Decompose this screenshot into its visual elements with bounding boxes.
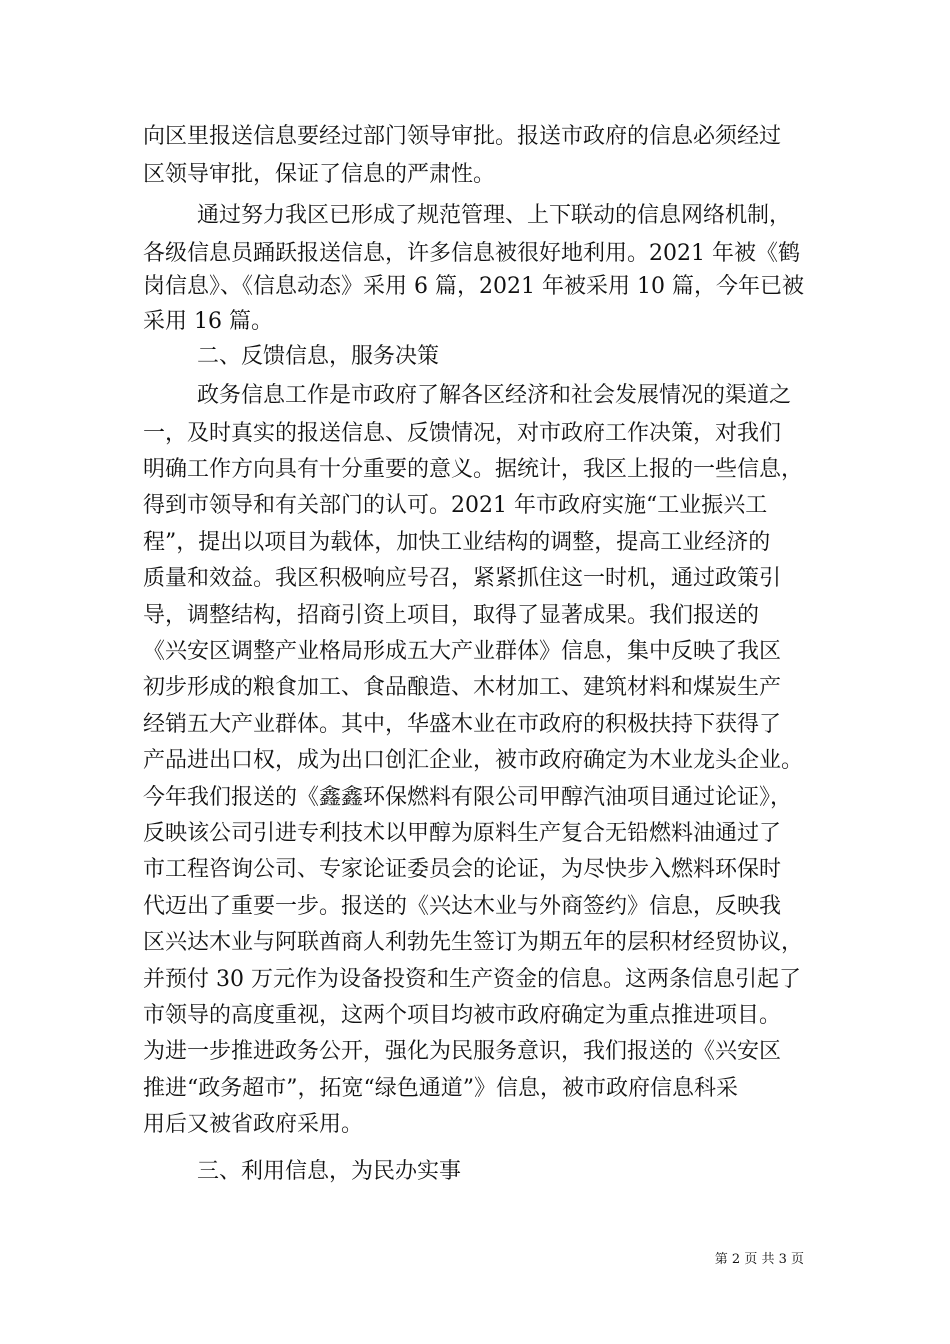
text-line: 并预付 30 万元作为设备投资和生产资金的信息。这两条信息引起了 bbox=[143, 967, 801, 992]
text-line: 代迈出了重要一步。报送的《兴达木业与外商签约》信息，反映我 bbox=[143, 894, 782, 919]
text-line: 用后又被省政府采用。 bbox=[143, 1112, 364, 1137]
text-line: 程”，提出以项目为载体，加快工业结构的调整，提高工业经济的 bbox=[143, 530, 771, 555]
text-line: 今年我们报送的《鑫鑫环保燃料有限公司甲醇汽油项目通过论证》， bbox=[143, 785, 793, 810]
text-line: 区领导审批，保证了信息的严肃性。 bbox=[143, 162, 496, 187]
text-line: 区兴达木业与阿联酋商人利勃先生签订为期五年的层积材经贸协议， bbox=[143, 930, 804, 955]
text-line: 得到市领导和有关部门的认可。2021 年市政府实施“工业振兴工 bbox=[143, 493, 768, 518]
text-line: 向区里报送信息要经过部门领导审批。报送市政府的信息必须经过 bbox=[143, 124, 782, 149]
text-line: 一，及时真实的报送信息、反馈情况，对市政府工作决策，对我们 bbox=[143, 421, 782, 446]
text-line: 采用 16 篇。 bbox=[143, 309, 273, 334]
text-line: 反映该公司引进专利技术以甲醇为原料生产复合无铅燃料油通过了 bbox=[143, 821, 782, 846]
text-line: 岗信息》、《信息动态》采用 6 篇，2021 年被采用 10 篇，今年已被 bbox=[143, 274, 804, 299]
text-line: 产品进出口权，成为出口创汇企业，被市政府确定为木业龙头企业。 bbox=[143, 748, 804, 773]
section-heading: 三、利用信息，为民办实事 bbox=[197, 1159, 462, 1184]
text-line: 各级信息员踊跃报送信息，许多信息被很好地利用。2021 年被《鹤 bbox=[143, 241, 800, 266]
text-line: 《兴安区调整产业格局形成五大产业群体》信息，集中反映了我区 bbox=[143, 639, 782, 664]
section-heading: 二、反馈信息，服务决策 bbox=[197, 344, 440, 369]
text-line: 明确工作方向具有十分重要的意义。据统计，我区上报的一些信息， bbox=[143, 457, 804, 482]
text-line: 质量和效益。我区积极响应号召，紧紧抓住这一时机，通过政策引 bbox=[143, 566, 782, 591]
text-line: 经销五大产业群体。其中，华盛木业在市政府的积极扶持下获得了 bbox=[143, 712, 782, 737]
paragraph-first-line: 政务信息工作是市政府了解各区经济和社会发展情况的渠道之 bbox=[197, 383, 792, 408]
text-line: 推进“政务超市”，拓宽“绿色通道”》信息，被市政府信息科采 bbox=[143, 1076, 738, 1101]
text-line: 市领导的高度重视，这两个项目均被市政府确定为重点推进项目。 bbox=[143, 1003, 782, 1028]
text-line: 市工程咨询公司、专家论证委员会的论证，为尽快步入燃料环保时 bbox=[143, 857, 782, 882]
text-line: 导，调整结构，招商引资上项目，取得了显著成果。我们报送的 bbox=[143, 603, 760, 628]
text-line: 为进一步推进政务公开，强化为民服务意识，我们报送的《兴安区 bbox=[143, 1039, 782, 1064]
paragraph-first-line: 通过努力我区已形成了规范管理、上下联动的信息网络机制， bbox=[197, 203, 792, 228]
text-line: 初步形成的粮食加工、食品酿造、木材加工、建筑材料和煤炭生产 bbox=[143, 675, 782, 700]
page-number: 第 2 页 共 3 页 bbox=[714, 1252, 804, 1267]
